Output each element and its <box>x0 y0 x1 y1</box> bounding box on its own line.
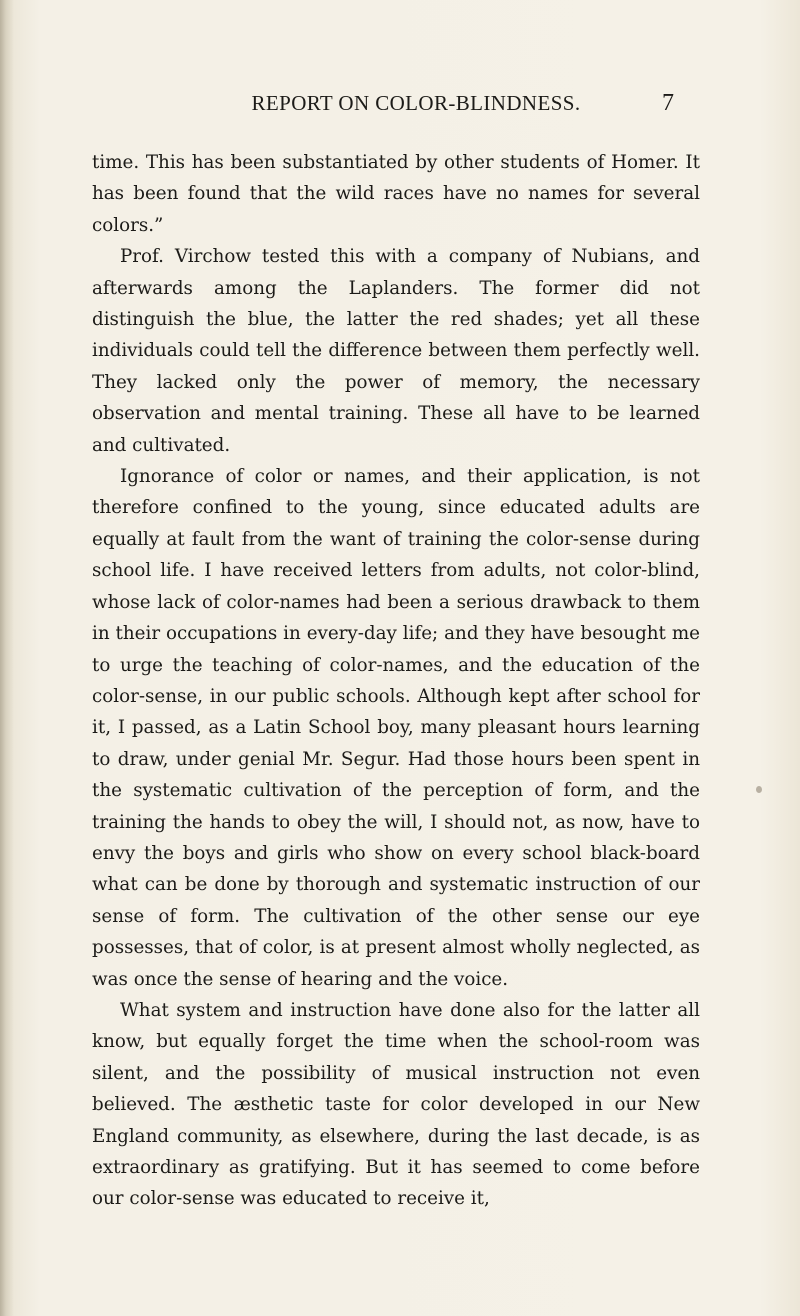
page-number: 7 <box>662 90 674 116</box>
body-text <box>92 147 700 1215</box>
paragraph: What system and instruction have done also for the latter all know, but equally forget the time when the school-room was silent, and the possibility of musical instruction not even believed. The æsthetic taste for color developed in our New England community, as elsewhere, during the last decade, is as extraordinary as gratifying. But it has seemed to come before our color-sense was educated to receive it, <box>92 999 700 1210</box>
paragraph: Prof. Virchow tested this with a company of Nubians, and afterwards among the Laplanders. The former did not distinguish the blue, the latter the red shades; yet all these individuals could tell the difference between them perfectly well. They lacked only the power of memory, the necessary observation and mental training. These all have to be learned and cultivated. <box>92 246 700 456</box>
ink-spot <box>756 786 762 793</box>
paragraph: time. This has been substantiated by other students of Homer. It has been found that the wild races have no names for several colors.” <box>92 152 700 236</box>
running-header: REPORT ON COLOR-BLINDNESS. <box>251 91 581 115</box>
page-gutter-shadow <box>0 0 14 1316</box>
paragraph: Ignorance of color or names, and their application, is not therefore confined to the young, since educated adults are equally at fault from the want of training the color-sense during school life. I have received letters from adults, not color-blind, whose lack of color-names had been a serious drawback to them in their occupations in every-day life; and they have besought me to urge the teaching of color-names, and the education of the color-sense, in our public schools. Although kept after school for it, I passed, as a Latin School boy, many pleasant hours learning to draw, under genial Mr. Segur. Had those hours been spent in the systematic cultivation of the perception of form, and the training the hands to obey the will, I should not, as now, have to envy the boys and girls who show on every school black-board what can be done by thorough and systematic instruction of our sense of form. The cultivation of the other sense our eye possesses, that of color, is at present almost wholly neglected, as was once the sense of hearing and the voice. <box>92 466 700 990</box>
